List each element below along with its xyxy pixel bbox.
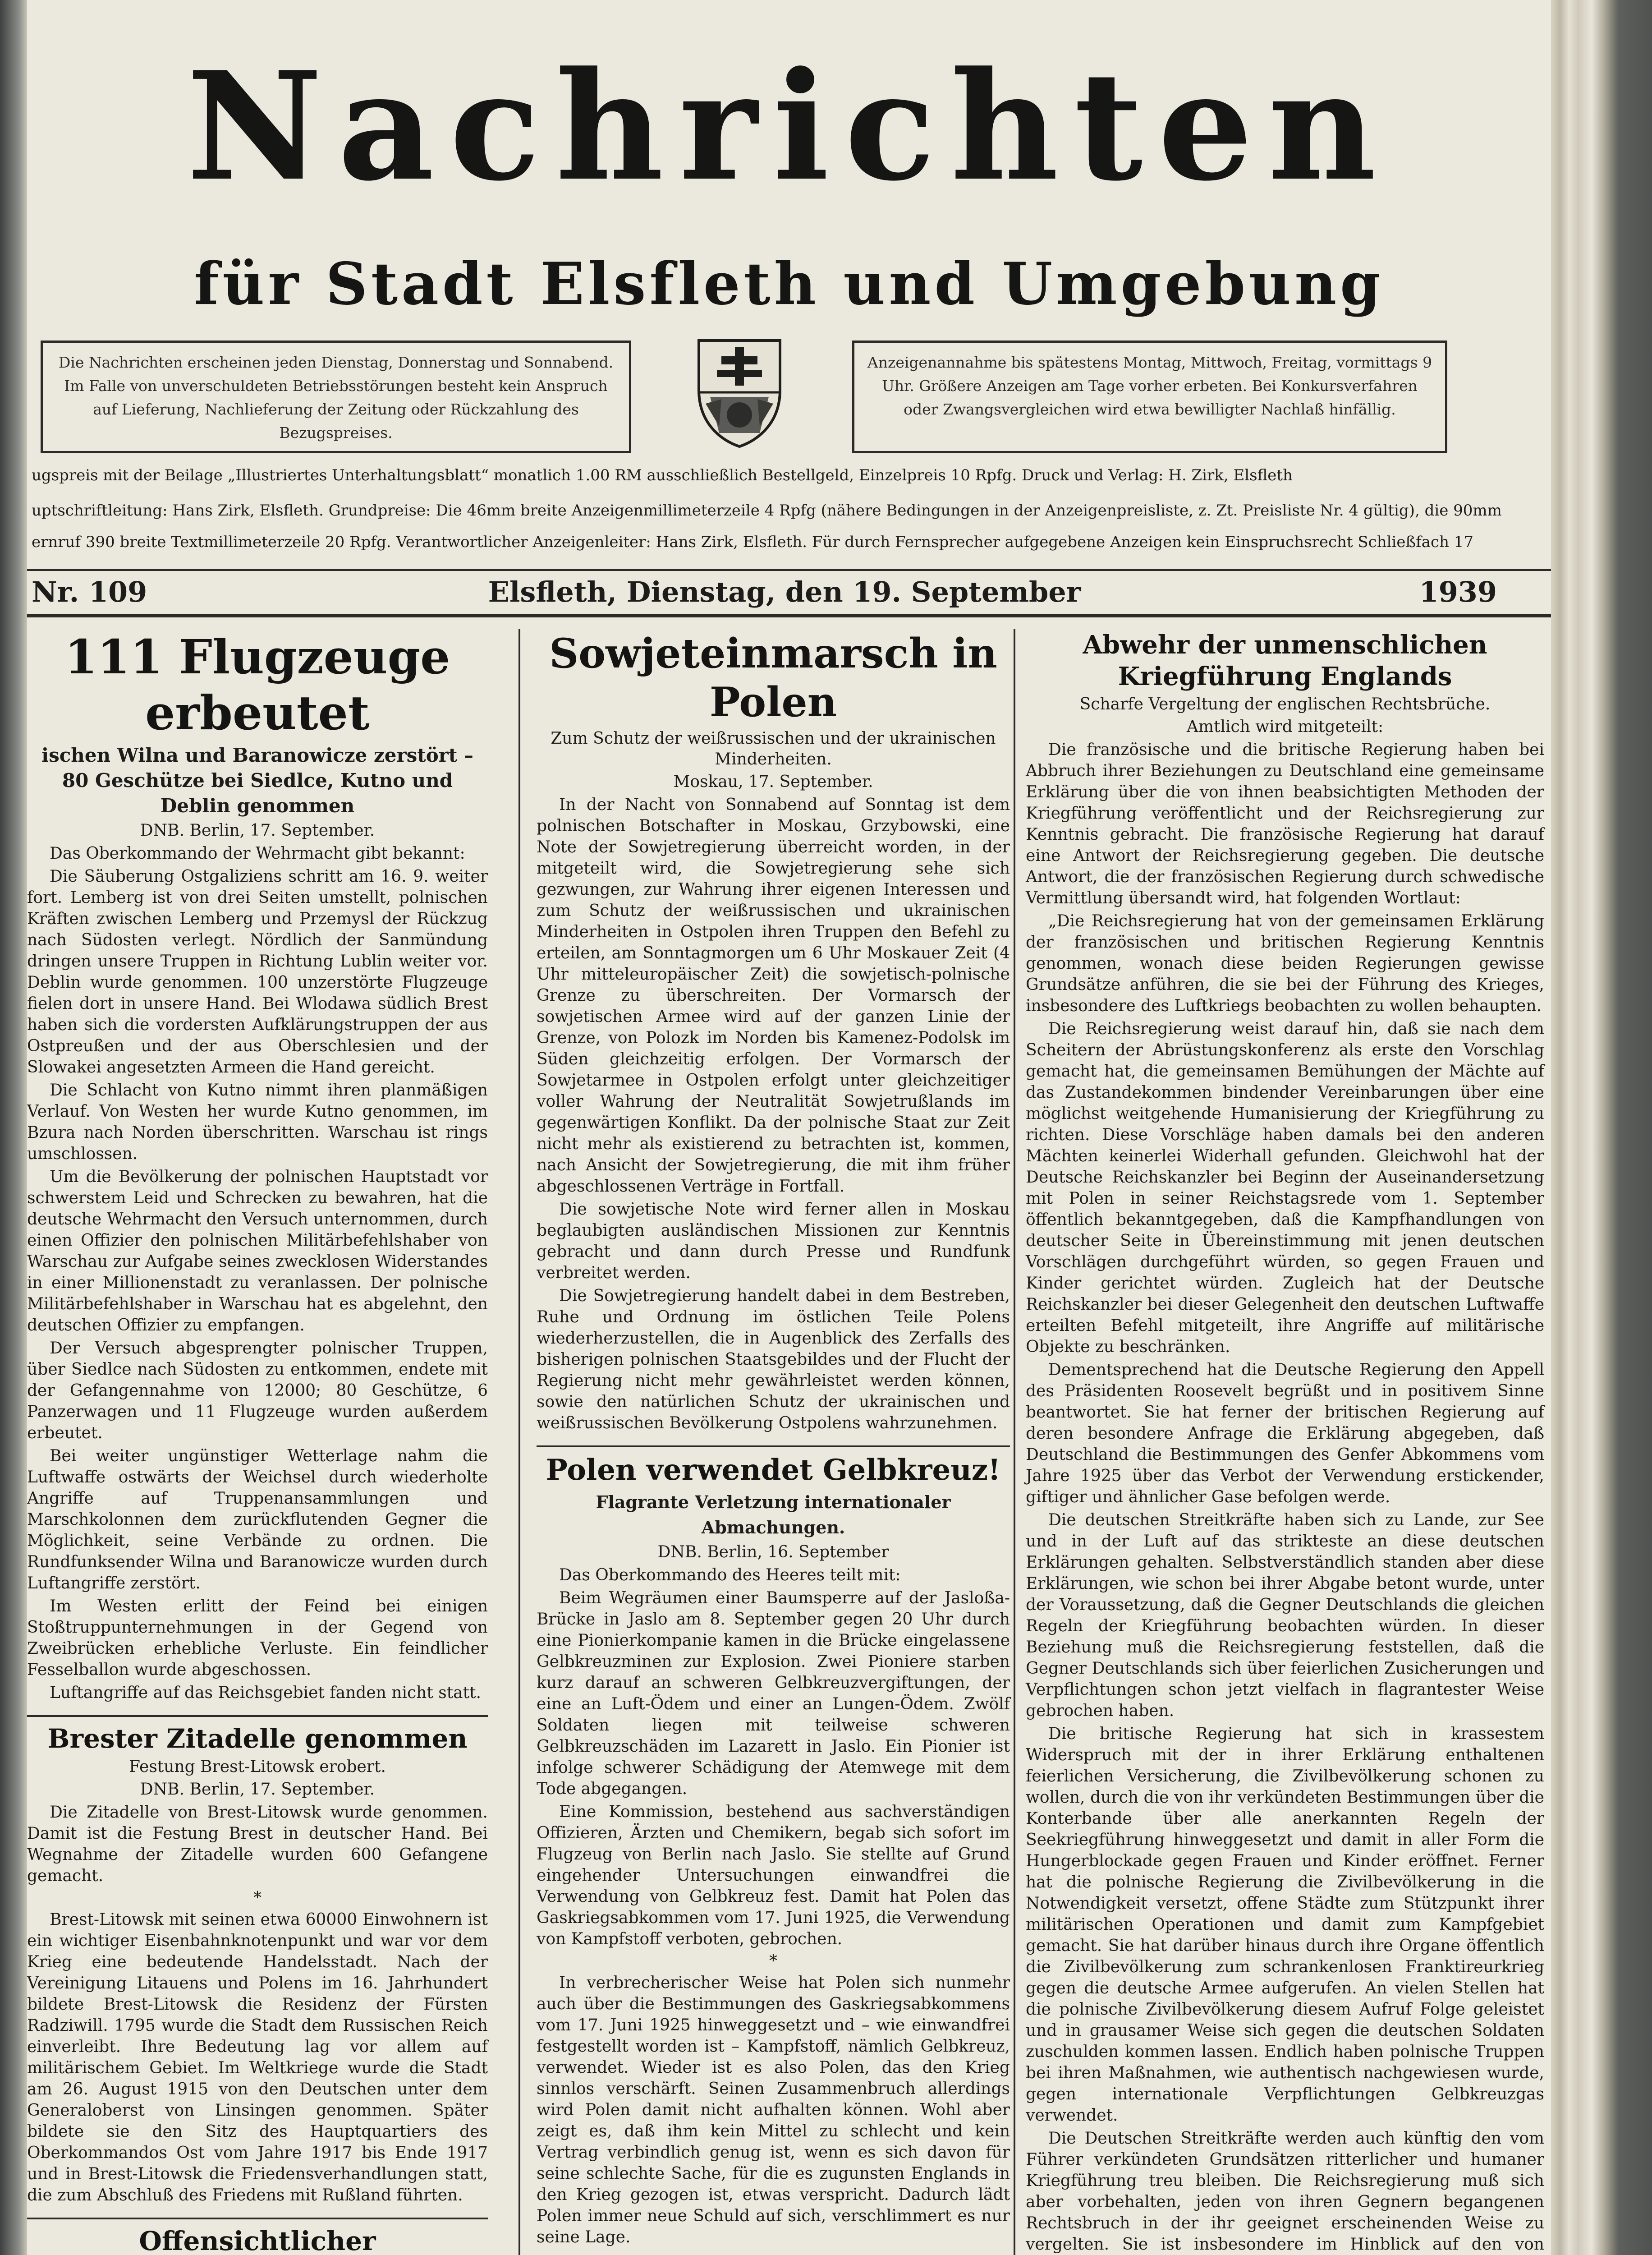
price-line-1: ugspreis mit der Beilage „Illustriertes Unterhaltungsblatt“ monatlich 1.00 RM ausschließlich Bestellgeld, Einzelpreis 10 Rpfg. Druck und Verlag: H. Zirk, Elsfleth (32, 466, 1293, 484)
article-paragraph: Der Versuch abgesprengter polnischer Truppen, über Siedlce nach Südosten zu entkommen, endete mit der Gefangennahme von 12000; 80 Geschütze, 6 Panzerwagen und 11 Flugzeuge wurden außerdem erbeutet. (27, 1339, 488, 1442)
article-paragraph: Die Reichsregierung weist darauf hin, daß sie nach dem Scheitern der Abrüstungskonferenz als erste den Vorschlag gemacht hat, die gemeinsamen Bemühungen der Mächte auf das Zustandekommen bindender Vereinbarungen über eine möglichst weitgehende Humanisierung der Kriegführung zu richten. Diese Vorschläge haben damals bei den anderen Mächten keinerlei Widerhall gefunden. Gleichwohl hat der Deutsche Reichskanzler bei Beginn der Auseinandersetzung mit Polen in seiner Reichstagsrede vom 1. September öffentlich bekanntgegeben, daß die Kampfhandlungen von deutscher Seite in Übereinstimmung mit jenen deutschen Vorschlägen durchgeführt würden, so gegen Frauen und Kinder gerichtet würden. Zugleich hat der Deutsche Reichskanzler bei dieser Gelegenheit den deutschen Luftwaffe erteilten Befehl mitgeteilt, ihre Angriffe auf militärische Objekte zu beschränken. (1026, 1020, 1544, 1356)
headline-kriegfuehrung: Abwehr der unmenschlichen Kriegführung Englands (1083, 630, 1487, 691)
article-paragraph: „Die Reichsregierung hat von der gemeinsamen Erklärung der französischen und britischen Regierung Kenntnis genommen, wonach diese beiden Regierungen gewisse Grundsätze anführen, die sie bei der Führung des Krieges, insbesondere des Luftkriegs beobachten zu wollen behaupten. (1026, 912, 1544, 1015)
scan-binding-edge (1551, 0, 1652, 2255)
publication-notice-box: Die Nachrichten erscheinen jeden Dienstag, Donnerstag und Sonnabend. Im Falle von unverschuldeten Betriebsstörungen besteht kein Anspruch auf Lieferung, Nachlieferung der Zeitung oder Rückzahlung des Bezugspreises. (41, 341, 631, 453)
rule-top (27, 569, 1551, 571)
town-crest-icon (692, 336, 787, 449)
article-paragraph: Luftangriffe auf das Reichsgebiet fanden nicht statt. (50, 1684, 482, 1702)
article-paragraph: In der Nacht von Sonnabend auf Sonntag ist dem polnischen Botschafter in Moskau, Grzybowski, eine Note der Sowjetregierung überreicht worden, in der mitgeteilt wird, die Sowjetregierung sehe sich gezwungen, zur Wahrung ihrer eigenen Interessen und zum Schutz der weißrussischen und ukrainischen Minderheiten in Ostpolen ihren Truppen den Befehl zu erteilen, am Sonntagmorgen um 6 Uhr Moskauer Zeit (4 Uhr mitteleuropäischer Zeit) die sowjetisch-polnische Grenze zu überschreiten. Der Vormarsch der sowjetischen Armee wird auf der ganzen Linie der Grenze, von Polozk im Norden bis Kamenez-Podolsk im Süden gleichzeitig erfolgen. Der Vormarsch der Sowjetarmee in Ostpolen erfolgt unter gleichzeitiger voller Wahrung der Neutralität Sowjetrußlands im gegenwärtigen Konflikt. Da der polnische Staat zur Zeit nicht mehr als existierend zu betrachten ist, kommen, nach Ansicht der Sowjetregierung, die mit ihm früher abgeschlossenen Verträge in Fortfall. (537, 796, 1010, 1196)
article-paragraph: Eine Kommission, bestehend aus sachverständigen Offizieren, Ärzten und Chemikern, begab sich sofort im Flugzeug von Berlin nach Jaslo. Sie stellte auf Grund eingehender Untersuchungen einwandfrei die Verwendung von Gelbkreuz fest. Damit hat Polen das Gaskriegsabkommen vom 17. Juni 1925, die Verwendung von Kampfstoff verboten, gebrochen. (537, 1803, 1010, 1948)
dateline-flugzeuge: DNB. Berlin, 17. September. (140, 821, 375, 840)
section-asterisk: * (769, 1952, 777, 1970)
dateline-kriegfuehrung: Amtlich wird mitgeteilt: (1186, 718, 1384, 736)
article-paragraph: Die deutschen Streitkräfte haben sich zu Lande, zur See und in der Luft auf das strikteste an diese deutschen Erklärungen gehalten. Selbstverständlich standen aber diese Erklärungen, wie schon bei ihrer Abgabe betont wurde, unter der Voraussetzung, daß die Gegner Deutschlands die gleichen Regeln der Kriegführung beobachten würden. In dieser Beziehung muß die Reichsregierung feststellen, daß die Gegner Deutschlands sich über feierlichen Zusicherungen und Verpflichtungen schon jetzt vielfach in flagrantester Weise gebrochen haben. (1026, 1511, 1544, 1720)
article-paragraph: Das Oberkommando der Wehrmacht gibt bekannt: (50, 844, 465, 863)
dateline-gelbkreuz: DNB. Berlin, 16. September (657, 1543, 889, 1561)
article-paragraph: Dementsprechend hat die Deutsche Regierung den Appell des Präsidenten Roosevelt begrüßt und in positivem Sinne beantwortet. Sie hat ferner der britischen Regierung auf deren besondere Anfrage die Erklärung abgegeben, daß Deutschland die Bestimmungen des Genfer Abkommens vom Jahre 1925 über das Verbot der Verwendung erstickender, giftiger und ähnlicher Gase befolgen werde. (1026, 1361, 1544, 1506)
article-paragraph: Die Sowjetregierung handelt dabei in dem Bestreben, Ruhe und Ordnung im östlichen Teile Polens wiederherzustellen, die in Augenblick des Zerfalls des bisherigen polnischen Staatsgebildes und der Flucht der Regierung nicht mehr gewährleistet werden können, sowie den natürlichen Schutz der ukrainischen und weißrussischen Bevölkerung Ostpolens wahrzunehmen. (537, 1287, 1010, 1432)
article-paragraph: Im Westen erlitt der Feind bei einigen Stoßtruppunternehmungen in der Gegend von Zweibrücken erhebliche Verluste. Ein feindlicher Fesselballon wurde abgeschossen. (27, 1597, 488, 1679)
masthead-title: Nachrichten (186, 39, 1392, 214)
dateline-sowjeteinmarsch: Moskau, 17. September. (673, 773, 873, 791)
dateline-zitadelle: DNB. Berlin, 17. September. (140, 1780, 375, 1799)
headline-gelbkreuz: Polen verwendet Gelbkreuz! (546, 1453, 1001, 1487)
headline-sowjeteinmarsch: Sowjeteinmarsch in Polen (549, 630, 997, 726)
article-paragraph: Die Deutschen Streitkräfte werden auch künftig den vom Führer verkündeten Grundsätzen ritterlicher und humaner Kriegführung treu bleiben. Die Reichsregierung muß sich aber vorbehalten, jeden von ihren Gegnern begangenen Rechtsbruch in der ihr geeignet erscheinenden Weise zu vergelten. Sie ist insbesondere im Hinblick auf den von (1026, 2129, 1544, 2254)
article-paragraph: Die sowjetische Note wird ferner allen in Moskau beglaubigten ausländischen Missionen zur Kenntnis gebracht und dann durch Presse und Rundfunk verbreitet werden. (537, 1200, 1010, 1282)
column-1 (27, 629, 491, 2255)
masthead-subtitle: für Stadt Elsfleth und Umgebung (194, 250, 1384, 318)
column-3 (1017, 629, 1549, 2255)
deck-kriegfuehrung: Scharfe Vergeltung der englischen Rechtsbrüche. (1079, 695, 1491, 713)
section-asterisk: * (253, 1889, 262, 1907)
deck-zitadelle: Festung Brest-Litowsk erobert. (129, 1758, 386, 1776)
article-paragraph: Die britische Regierung hat sich in krassestem Widerspruch mit der in ihrer Erklärung enthaltenen feierlichen Versicherung, die Zivilbevölkerung schonen zu wollen, durch die von ihr verkündeten Bestimmungen über die Konterbande über alle anerkannten Regeln der Seekriegführung hinweggesetzt und damit in aller Form die Hungerblockade gegen Frauen und Kinder eröffnet. Ferner hat die polnische Regierung die Zivilbevölkerung in die Notwendigkeit versetzt, offene Städte zum Stützpunkt ihrer militärischen Operationen und damit zum Kampfgebiet gemacht. Sie hat darüber hinaus durch ihre Organe öffentlich die Zivilbevölkerung zum schrankenlosen Franktireurkrieg gegen die deutsche Armee aufgerufen. An vielen Stellen hat die polnische Zivilbevölkerung diesem Aufruf Folge geleistet und in grausamer Weise sich gegen die deutschen Soldaten zuschulden kommen lassen. Endlich haben polnische Truppen bei ihren Maßnahmen, wie authentisch nachgewiesen wurde, gegen internationale Verpflichtungen Gelbkreuzgas verwendet. (1026, 1725, 1544, 2125)
column-2 (532, 629, 1014, 2255)
headline-flugzeuge: 111 Flugzeuge erbeutet (64, 629, 450, 741)
headline-voelkerrechtsbruch: Offensichtlicher (139, 2226, 376, 2255)
article-paragraph: In verbrecherischer Weise hat Polen sich nunmehr auch über die Bestimmungen des Gaskriegsabkommens vom 17. Juni 1925 hinweggesetzt und – wie einwandfrei festgestellt worden ist – Kampfstoff, nämlich Gelbkreuz, verwendet. Wieder ist es also Polen, das den Krieg sinnlos verschärft. Seinen Zusammenbruch allerdings wird Polen damit nicht aufhalten können. Wohl aber zeigt es, daß ihm kein Mittel zu schlecht und kein Vertrag verbindlich genug ist, wenn es sich davon für seine schlechte Sache, für die es zugunsten Englands in den Krieg gezogen ist, etwas verspricht. Dadurch lädt Polen immer neue Schuld auf sich, verschlimmert es nur seine Lage. (537, 1974, 1010, 2246)
article-separator (27, 2218, 488, 2219)
article-separator (537, 1445, 1010, 1447)
issue-number: Nr. 109 (32, 575, 147, 608)
article-paragraph: Bei weiter ungünstiger Wetterlage nahm die Luftwaffe ostwärts der Weichsel durch wiederholte Angriffe auf Truppenansammlungen und Marschkolonnen dem zurückflutenden Gegner die Möglichkeit, seine Verbände zu ordnen. Die Rundfunksender Wilna und Baranowicze wurden durch Luftangriffe zerstört. (27, 1447, 488, 1592)
column-divider-1 (519, 629, 520, 2255)
rule-dateline (27, 614, 1551, 617)
article-paragraph: Um die Bevölkerung der polnischen Hauptstadt vor schwerstem Leid und Schrecken zu bewahren, hat die deutsche Wehrmacht den Versuch unternommen, durch einen Offizier den polnischen Militärbefehlshaber von Warschau zur Aufgabe seines zwecklosen Widerstandes in einer Millionenstadt zu veranlassen. Der polnische Militärbefehlshaber in Warschau hat es abgelehnt, den deutschen Offizier zu empfangen. (27, 1168, 488, 1335)
deck-sowjeteinmarsch: Zum Schutz der weißrussischen und der ukrainischen Minderheiten. (551, 729, 996, 769)
article-paragraph: Die französische und die britische Regierung haben bei Abbruch ihrer Beziehungen zu Deutschland eine gemeinsame Erklärung über die von ihnen beabsichtigten Methoden der Kriegführung veröffentlicht und der Reichsregierung zur Kenntnis gebracht. Die französische Regierung hat darauf eine Antwort der Reichsregierung gegeben. Die deutsche Antwort, die der französischen Regierung durch schwedische Vermittlung übersandt wird, hat folgenden Wortlaut: (1026, 741, 1544, 907)
price-line-3: ernruf 390 breite Textmillimeterzeile 20 Rpfg. Verantwortlicher Anzeigenleiter: Hans Zirk, Elsfleth. Für durch Fernsprecher aufgegebene Anzeigen kein Einspruchsrecht Schließfach 17 (32, 533, 1474, 551)
issue-date: Elsfleth, Dienstag, den 19. September (488, 575, 1081, 608)
advertising-notice-box: Anzeigenannahme bis spätestens Montag, Mittwoch, Freitag, vormittags 9 Uhr. Größere Anzeigen am Tage vorher erbeten. Bei Konkursverfahren oder Zwangsvergleichen wird etwa bewilligter Nachlaß hinfällig. (852, 341, 1447, 453)
article-paragraph: Die Schlacht von Kutno nimmt ihren planmäßigen Verlauf. Von Westen her wurde Kutno genommen, im Bzura nach Norden überschritten. Warschau ist rings umschlossen. (27, 1081, 488, 1163)
deck-flugzeuge: ischen Wilna und Baranowicze zerstört – 80 Geschütze bei Siedlce, Kutno und Deblin genommen (41, 744, 473, 817)
article-paragraph: Beim Wegräumen einer Baumsperre auf der Jasloßa-Brücke in Jaslo am 8. September gegen 20 Uhr durch eine Pionierkompanie kamen in die Brücke eingelassene Gelbkreuzminen zur Explosion. Zwei Pioniere starben kurz darauf an schweren Gelbkreuzvergiftungen, der eine an Luft-Ödem und einer an Lungen-Ödem. Zwölf Soldaten liegen mit teilweise schweren Gelbkreuzschäden im Lazarett in Jaslo. Ein Pionier ist infolge schwerer Schädigung der Atemwege mit dem Tode abgegangen. (537, 1589, 1010, 1798)
article-paragraph: Die Säuberung Ostgaliziens schritt am 16. 9. weiter fort. Lemberg ist von drei Seiten umstellt, polnischen Kräften zwischen Lemberg und Przemysl der Rückzug nach Südosten verlegt. Nördlich der Sanmündung dringen unsere Truppen in Richtung Lublin weiter vor. Deblin wurde genommen. 100 unzerstörte Flugzeuge fielen dort in unsere Hand. Bei Wlodawa südlich Brest haben sich die vordersten Aufklärungstruppen der aus Ostpreußen und der aus Oberschlesien und der Slowakei angesetzten Armeen die Hand gereicht. (27, 867, 488, 1077)
article-paragraph: Brest-Litowsk mit seinen etwa 60000 Einwohnern ist ein wichtiger Eisenbahnknotenpunkt und war vor dem Krieg eine bedeutende Handelsstadt. Nach der Vereinigung Litauens und Polens im 16. Jahrhundert bildete Brest-Litowsk die Residenz der Fürsten Radziwill. 1795 wurde die Stadt dem Russischen Reich einverleibt. Ihre Bedeutung lag vor allem auf militärischem Gebiet. Im Weltkriege wurde die Stadt am 26. August 1915 von den Deutschen unter dem Generaloberst von Linsingen genommen. Später bildete sie den Sitz des Hauptquartiers des Oberkommandos Ost vom Jahre 1917 bis Ende 1917 und in Brest-Litowsk die Friedensverhandlungen statt, die zum Abschluß des Friedens mit Rußland führten. (27, 1910, 488, 2204)
article-paragraph: Die Zitadelle von Brest-Litowsk wurde genommen. Damit ist die Festung Brest in deutscher Hand. Bei Wegnahme der Zitadelle wurden 600 Gefangene gemacht. (27, 1803, 488, 1885)
headline-zitadelle: Brester Zitadelle genommen (47, 1723, 468, 1754)
issue-year: 1939 (1419, 575, 1497, 608)
scan-left-edge (0, 0, 27, 2255)
price-line-2: uptschriftleitung: Hans Zirk, Elsfleth. Grundpreise: Die 46mm breite Anzeigenmillimeterzeile 4 Rpfg (nähere Bedingungen in der Anzeigenpreisliste, z. Zt. Preisliste Nr. 4 gültig), die 90mm (32, 502, 1502, 520)
deck-gelbkreuz: Flagrante Verletzung internationaler Abmachungen. (596, 1492, 951, 1537)
article-paragraph: Das Oberkommando des Heeres teilt mit: (559, 1566, 901, 1584)
article-separator (27, 1715, 488, 1717)
newspaper-page (27, 0, 1551, 2255)
